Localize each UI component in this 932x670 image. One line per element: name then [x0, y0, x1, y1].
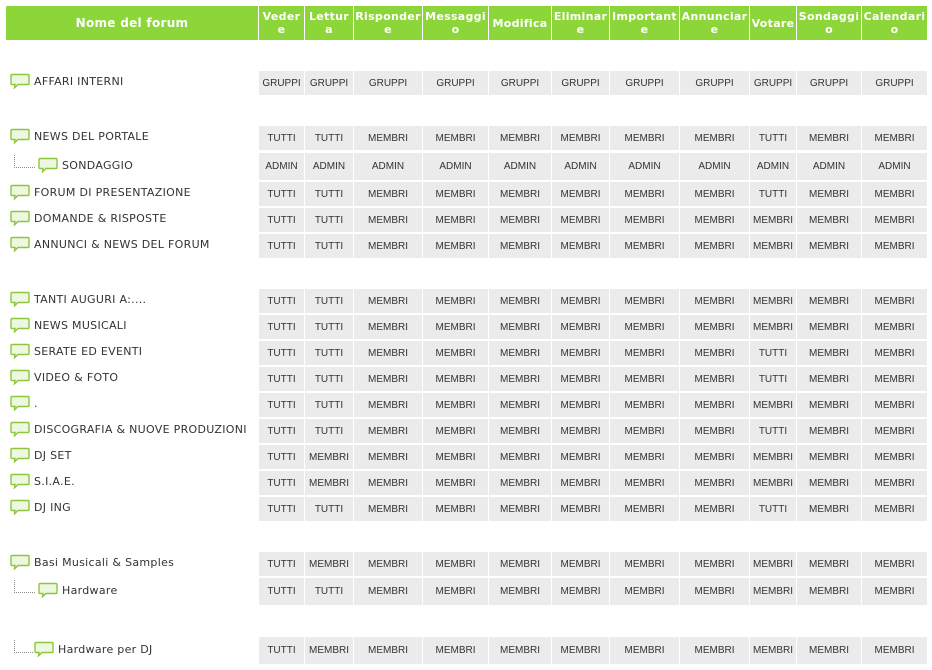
permission-cell: TUTTI: [305, 578, 353, 605]
permission-cell: ADMIN: [862, 153, 927, 180]
permission-cell: MEMBRI: [750, 208, 796, 232]
permission-cell: MEMBRI: [489, 367, 551, 391]
permission-cell: MEMBRI: [552, 315, 609, 339]
permission-cell: MEMBRI: [423, 471, 488, 495]
permission-cell: MEMBRI: [680, 182, 749, 206]
permission-cell: MEMBRI: [552, 208, 609, 232]
permission-cell: MEMBRI: [489, 637, 551, 664]
permission-cell: TUTTI: [750, 497, 796, 521]
permission-cell: MEMBRI: [305, 552, 353, 576]
permission-cell: TUTTI: [259, 289, 304, 313]
permission-cell: TUTTI: [259, 315, 304, 339]
permission-cell: ADMIN: [305, 153, 353, 180]
permission-cell: MEMBRI: [610, 182, 679, 206]
permission-cell: MEMBRI: [552, 578, 609, 605]
permission-cell: MEMBRI: [862, 497, 927, 521]
permission-cell: TUTTI: [259, 445, 304, 469]
permission-cell: TUTTI: [259, 208, 304, 232]
permission-cell: MEMBRI: [750, 445, 796, 469]
permission-cell: GRUPPI: [305, 71, 353, 95]
permission-cell: TUTTI: [305, 393, 353, 417]
forum-name[interactable]: [34, 638, 153, 660]
permission-cell: MEMBRI: [552, 126, 609, 150]
column-header-lettura: Lettura: [305, 6, 353, 40]
permission-cell: MEMBRI: [423, 419, 488, 443]
permission-cell: GRUPPI: [489, 71, 551, 95]
column-header-sondaggio: Sondaggio: [797, 6, 861, 40]
permission-cell: MEMBRI: [423, 208, 488, 232]
permission-cell: MEMBRI: [423, 552, 488, 576]
permission-cell: MEMBRI: [354, 367, 422, 391]
permission-cell: MEMBRI: [552, 445, 609, 469]
permission-cell: MEMBRI: [680, 445, 749, 469]
permission-cell: MEMBRI: [552, 289, 609, 313]
forum-name-label[interactable]: DISCOGRAFIA & NUOVE PRODUZIONI: [34, 422, 247, 436]
permission-cell: MEMBRI: [610, 419, 679, 443]
permission-cell: MEMBRI: [680, 367, 749, 391]
permission-cell: TUTTI: [305, 208, 353, 232]
permission-cell: MEMBRI: [797, 126, 861, 150]
permission-cell: GRUPPI: [862, 71, 927, 95]
permission-cell: MEMBRI: [552, 419, 609, 443]
forum-bubble-icon: [10, 210, 30, 226]
column-header-importante: Importante: [610, 6, 679, 40]
forum-name-label[interactable]: NEWS DEL PORTALE: [34, 129, 149, 143]
permission-cell: TUTTI: [259, 393, 304, 417]
permission-cell: MEMBRI: [862, 126, 927, 150]
permission-cell: MEMBRI: [797, 419, 861, 443]
column-header-modifica: Modifica: [489, 6, 551, 40]
permission-cell: MEMBRI: [423, 234, 488, 258]
permission-cell: GRUPPI: [680, 71, 749, 95]
permission-cell: MEMBRI: [797, 315, 861, 339]
permission-cell: MEMBRI: [423, 637, 488, 664]
column-header-vedere: Vedere: [259, 6, 304, 40]
forum-name[interactable]: [10, 551, 174, 573]
permission-cell: TUTTI: [750, 126, 796, 150]
permission-cell: MEMBRI: [610, 315, 679, 339]
permission-cell: GRUPPI: [423, 71, 488, 95]
forum-name[interactable]: [10, 366, 118, 388]
permission-cell: TUTTI: [259, 637, 304, 664]
permission-cell: MEMBRI: [680, 208, 749, 232]
permission-cell: MEMBRI: [862, 552, 927, 576]
permission-cell: MEMBRI: [354, 637, 422, 664]
permission-cell: TUTTI: [750, 341, 796, 365]
forum-name-label[interactable]: .: [34, 396, 38, 410]
permission-cell: MEMBRI: [680, 552, 749, 576]
permission-cell: MEMBRI: [354, 208, 422, 232]
permission-cell: MEMBRI: [305, 445, 353, 469]
permission-cell: TUTTI: [305, 497, 353, 521]
permission-cell: TUTTI: [305, 367, 353, 391]
forum-bubble-icon: [38, 157, 58, 173]
permission-cell: ADMIN: [423, 153, 488, 180]
forum-bubble-icon: [10, 73, 30, 89]
permission-cell: MEMBRI: [610, 497, 679, 521]
forum-bubble-icon: [10, 184, 30, 200]
permission-cell: MEMBRI: [610, 552, 679, 576]
permission-cell: MEMBRI: [610, 367, 679, 391]
permission-cell: MEMBRI: [680, 419, 749, 443]
column-header-forum-name: Nome del forum: [6, 6, 258, 40]
permission-cell: MEMBRI: [797, 552, 861, 576]
permission-cell: MEMBRI: [610, 126, 679, 150]
permission-cell: MEMBRI: [489, 419, 551, 443]
forum-bubble-icon: [10, 369, 30, 385]
permission-cell: MEMBRI: [552, 234, 609, 258]
permission-cell: MEMBRI: [680, 637, 749, 664]
permission-cell: MEMBRI: [797, 182, 861, 206]
permission-cell: MEMBRI: [354, 419, 422, 443]
permission-cell: MEMBRI: [489, 552, 551, 576]
permission-cell: MEMBRI: [552, 497, 609, 521]
column-header-messaggio: Messaggio: [423, 6, 488, 40]
permission-cell: TUTTI: [259, 126, 304, 150]
forum-bubble-icon: [10, 421, 30, 437]
forum-name[interactable]: [10, 288, 146, 310]
forum-bubble-icon: [10, 343, 30, 359]
permission-cell: MEMBRI: [489, 471, 551, 495]
permission-cell: MEMBRI: [797, 471, 861, 495]
forum-name[interactable]: [10, 496, 71, 518]
forum-name[interactable]: [10, 125, 149, 147]
permission-cell: ADMIN: [259, 153, 304, 180]
permission-cell: MEMBRI: [797, 445, 861, 469]
permission-cell: MEMBRI: [610, 471, 679, 495]
permission-cell: MEMBRI: [610, 578, 679, 605]
permission-cell: TUTTI: [305, 419, 353, 443]
forum-name[interactable]: [10, 233, 210, 255]
forum-bubble-icon: [10, 554, 30, 570]
permission-cell: MEMBRI: [552, 552, 609, 576]
permission-cell: MEMBRI: [489, 182, 551, 206]
permission-cell: MEMBRI: [862, 341, 927, 365]
permission-cell: MEMBRI: [750, 393, 796, 417]
permission-cell: MEMBRI: [862, 637, 927, 664]
permission-cell: MEMBRI: [423, 341, 488, 365]
permission-cell: TUTTI: [750, 367, 796, 391]
permission-cell: MEMBRI: [423, 289, 488, 313]
permission-cell: GRUPPI: [354, 71, 422, 95]
permission-cell: MEMBRI: [862, 471, 927, 495]
forum-bubble-icon: [10, 317, 30, 333]
forum-name[interactable]: [10, 70, 124, 92]
permission-cell: MEMBRI: [862, 393, 927, 417]
permission-cell: MEMBRI: [610, 234, 679, 258]
permission-cell: MEMBRI: [797, 393, 861, 417]
tree-connector-line: [14, 580, 35, 593]
permission-cell: MEMBRI: [862, 445, 927, 469]
forum-name-label[interactable]: Basi Musicali & Samples: [34, 555, 175, 569]
forum-bubble-icon: [10, 447, 30, 463]
forum-name-label[interactable]: AFFARI INTERNI: [34, 74, 124, 88]
permission-cell: MEMBRI: [489, 234, 551, 258]
permission-cell: TUTTI: [259, 182, 304, 206]
permission-cell: TUTTI: [259, 234, 304, 258]
permission-cell: MEMBRI: [354, 393, 422, 417]
tree-connector-line: [14, 640, 33, 653]
column-header-rispondere: Rispondere: [354, 6, 422, 40]
permission-cell: MEMBRI: [797, 367, 861, 391]
forum-name[interactable]: [38, 154, 133, 176]
forum-name[interactable]: [10, 181, 191, 203]
permission-cell: MEMBRI: [750, 471, 796, 495]
permission-cell: MEMBRI: [750, 552, 796, 576]
permission-cell: MEMBRI: [797, 637, 861, 664]
permission-cell: MEMBRI: [680, 497, 749, 521]
permission-cell: TUTTI: [305, 126, 353, 150]
permission-cell: MEMBRI: [423, 445, 488, 469]
permission-cell: MEMBRI: [354, 578, 422, 605]
permission-cell: MEMBRI: [862, 315, 927, 339]
permission-cell: ADMIN: [610, 153, 679, 180]
permission-cell: MEMBRI: [797, 234, 861, 258]
permission-cell: MEMBRI: [305, 471, 353, 495]
permission-cell: MEMBRI: [680, 341, 749, 365]
permission-cell: MEMBRI: [680, 578, 749, 605]
permission-cell: TUTTI: [259, 341, 304, 365]
permission-cell: TUTTI: [259, 367, 304, 391]
forum-name[interactable]: [38, 579, 118, 601]
permission-cell: MEMBRI: [423, 126, 488, 150]
forum-name[interactable]: [10, 314, 127, 336]
permission-cell: GRUPPI: [552, 71, 609, 95]
forum-name-label[interactable]: NEWS MUSICALI: [34, 318, 127, 332]
permission-cell: MEMBRI: [354, 552, 422, 576]
forum-name-label[interactable]: DOMANDE & RISPOSTE: [34, 211, 167, 225]
permission-cell: MEMBRI: [680, 315, 749, 339]
permission-cell: TUTTI: [305, 315, 353, 339]
permission-cell: MEMBRI: [862, 182, 927, 206]
permission-cell: MEMBRI: [750, 315, 796, 339]
permission-cell: MEMBRI: [423, 367, 488, 391]
permission-cell: MEMBRI: [610, 341, 679, 365]
permission-cell: ADMIN: [552, 153, 609, 180]
permission-cell: MEMBRI: [610, 289, 679, 313]
tree-connector-line: [14, 155, 35, 168]
permission-cell: MEMBRI: [680, 234, 749, 258]
permission-cell: MEMBRI: [750, 289, 796, 313]
forum-name[interactable]: [10, 392, 38, 414]
permission-cell: GRUPPI: [259, 71, 304, 95]
forum-bubble-icon: [10, 291, 30, 307]
permission-cell: MEMBRI: [797, 341, 861, 365]
permission-cell: MEMBRI: [489, 445, 551, 469]
forum-name-label[interactable]: S.I.A.E.: [34, 474, 75, 488]
forum-name-label[interactable]: TANTI AUGURI A:....: [34, 292, 147, 306]
forum-name-label[interactable]: Hardware: [62, 583, 118, 597]
forum-name-label[interactable]: DJ ING: [34, 500, 72, 514]
permission-cell: GRUPPI: [750, 71, 796, 95]
forum-bubble-icon: [10, 128, 30, 144]
permission-cell: MEMBRI: [354, 315, 422, 339]
forum-bubble-icon: [10, 499, 30, 515]
forum-bubble-icon: [10, 395, 30, 411]
permission-cell: MEMBRI: [680, 289, 749, 313]
forum-name-label[interactable]: SONDAGGIO: [62, 158, 134, 172]
forum-name-label[interactable]: ANNUNCI & NEWS DEL FORUM: [34, 237, 210, 251]
permission-cell: MEMBRI: [610, 208, 679, 232]
permission-cell: MEMBRI: [750, 637, 796, 664]
permission-cell: MEMBRI: [552, 637, 609, 664]
permission-cell: TUTTI: [305, 182, 353, 206]
forum-name[interactable]: [10, 340, 142, 362]
permission-cell: MEMBRI: [552, 367, 609, 391]
permission-cell: MEMBRI: [489, 208, 551, 232]
permission-cell: MEMBRI: [489, 497, 551, 521]
permission-cell: MEMBRI: [423, 497, 488, 521]
permission-cell: TUTTI: [305, 289, 353, 313]
permission-cell: MEMBRI: [552, 341, 609, 365]
forum-name-label[interactable]: SERATE ED EVENTI: [34, 344, 143, 358]
permission-cell: MEMBRI: [862, 419, 927, 443]
permission-cell: MEMBRI: [489, 578, 551, 605]
permission-cell: TUTTI: [750, 182, 796, 206]
permission-cell: MEMBRI: [610, 393, 679, 417]
permission-cell: MEMBRI: [305, 637, 353, 664]
permission-cell: MEMBRI: [610, 637, 679, 664]
forum-name-label[interactable]: DJ SET: [34, 448, 72, 462]
permission-cell: MEMBRI: [489, 315, 551, 339]
permission-cell: MEMBRI: [354, 182, 422, 206]
permission-cell: ADMIN: [354, 153, 422, 180]
forum-bubble-icon: [10, 473, 30, 489]
permission-cell: MEMBRI: [680, 393, 749, 417]
permission-cell: MEMBRI: [423, 578, 488, 605]
permission-cell: MEMBRI: [354, 289, 422, 313]
permission-cell: MEMBRI: [489, 126, 551, 150]
permission-cell: MEMBRI: [862, 289, 927, 313]
permission-cell: MEMBRI: [862, 234, 927, 258]
permission-cell: ADMIN: [797, 153, 861, 180]
permission-cell: MEMBRI: [552, 471, 609, 495]
column-header-eliminare: Eliminare: [552, 6, 609, 40]
permission-cell: MEMBRI: [489, 393, 551, 417]
permission-cell: TUTTI: [259, 419, 304, 443]
permission-cell: ADMIN: [489, 153, 551, 180]
permission-cell: MEMBRI: [797, 208, 861, 232]
permission-cell: MEMBRI: [797, 578, 861, 605]
permission-cell: MEMBRI: [797, 497, 861, 521]
permission-cell: MEMBRI: [354, 445, 422, 469]
permission-cell: MEMBRI: [862, 578, 927, 605]
permission-cell: MEMBRI: [354, 471, 422, 495]
permission-cell: MEMBRI: [489, 341, 551, 365]
permission-cell: MEMBRI: [423, 393, 488, 417]
forum-name-label[interactable]: Hardware per DJ: [58, 642, 153, 656]
column-header-calendario: Calendario: [862, 6, 927, 40]
column-header-votare: Votare: [750, 6, 796, 40]
forum-bubble-icon: [34, 641, 54, 657]
forum-name[interactable]: [10, 444, 72, 466]
permission-cell: TUTTI: [305, 234, 353, 258]
permission-cell: MEMBRI: [680, 471, 749, 495]
forum-name-label[interactable]: FORUM DI PRESENTAZIONE: [34, 185, 191, 199]
permission-cell: TUTTI: [259, 471, 304, 495]
forum-name[interactable]: [10, 207, 167, 229]
permission-cell: GRUPPI: [610, 71, 679, 95]
permission-cell: MEMBRI: [552, 182, 609, 206]
column-header-annunciare: Annunciare: [680, 6, 749, 40]
permission-cell: MEMBRI: [750, 234, 796, 258]
permission-cell: ADMIN: [680, 153, 749, 180]
permission-cell: MEMBRI: [862, 208, 927, 232]
permission-cell: TUTTI: [259, 578, 304, 605]
permission-cell: TUTTI: [750, 419, 796, 443]
permission-cell: MEMBRI: [750, 578, 796, 605]
forum-bubble-icon: [10, 236, 30, 252]
permission-cell: MEMBRI: [423, 315, 488, 339]
permission-cell: MEMBRI: [680, 126, 749, 150]
forum-name-label[interactable]: VIDEO & FOTO: [34, 370, 119, 384]
permission-cell: MEMBRI: [354, 497, 422, 521]
forum-bubble-icon: [38, 582, 58, 598]
permission-cell: MEMBRI: [862, 367, 927, 391]
permission-cell: TUTTI: [305, 341, 353, 365]
permission-cell: MEMBRI: [354, 126, 422, 150]
permission-cell: ADMIN: [750, 153, 796, 180]
permission-cell: MEMBRI: [354, 341, 422, 365]
permission-cell: GRUPPI: [797, 71, 861, 95]
permission-cell: MEMBRI: [354, 234, 422, 258]
permission-cell: TUTTI: [259, 497, 304, 521]
forum-name[interactable]: [10, 470, 75, 492]
permission-cell: MEMBRI: [610, 445, 679, 469]
forum-name[interactable]: [10, 418, 247, 440]
permission-cell: MEMBRI: [489, 289, 551, 313]
permission-cell: MEMBRI: [552, 393, 609, 417]
permission-cell: MEMBRI: [423, 182, 488, 206]
permission-cell: TUTTI: [259, 552, 304, 576]
permission-cell: MEMBRI: [797, 289, 861, 313]
